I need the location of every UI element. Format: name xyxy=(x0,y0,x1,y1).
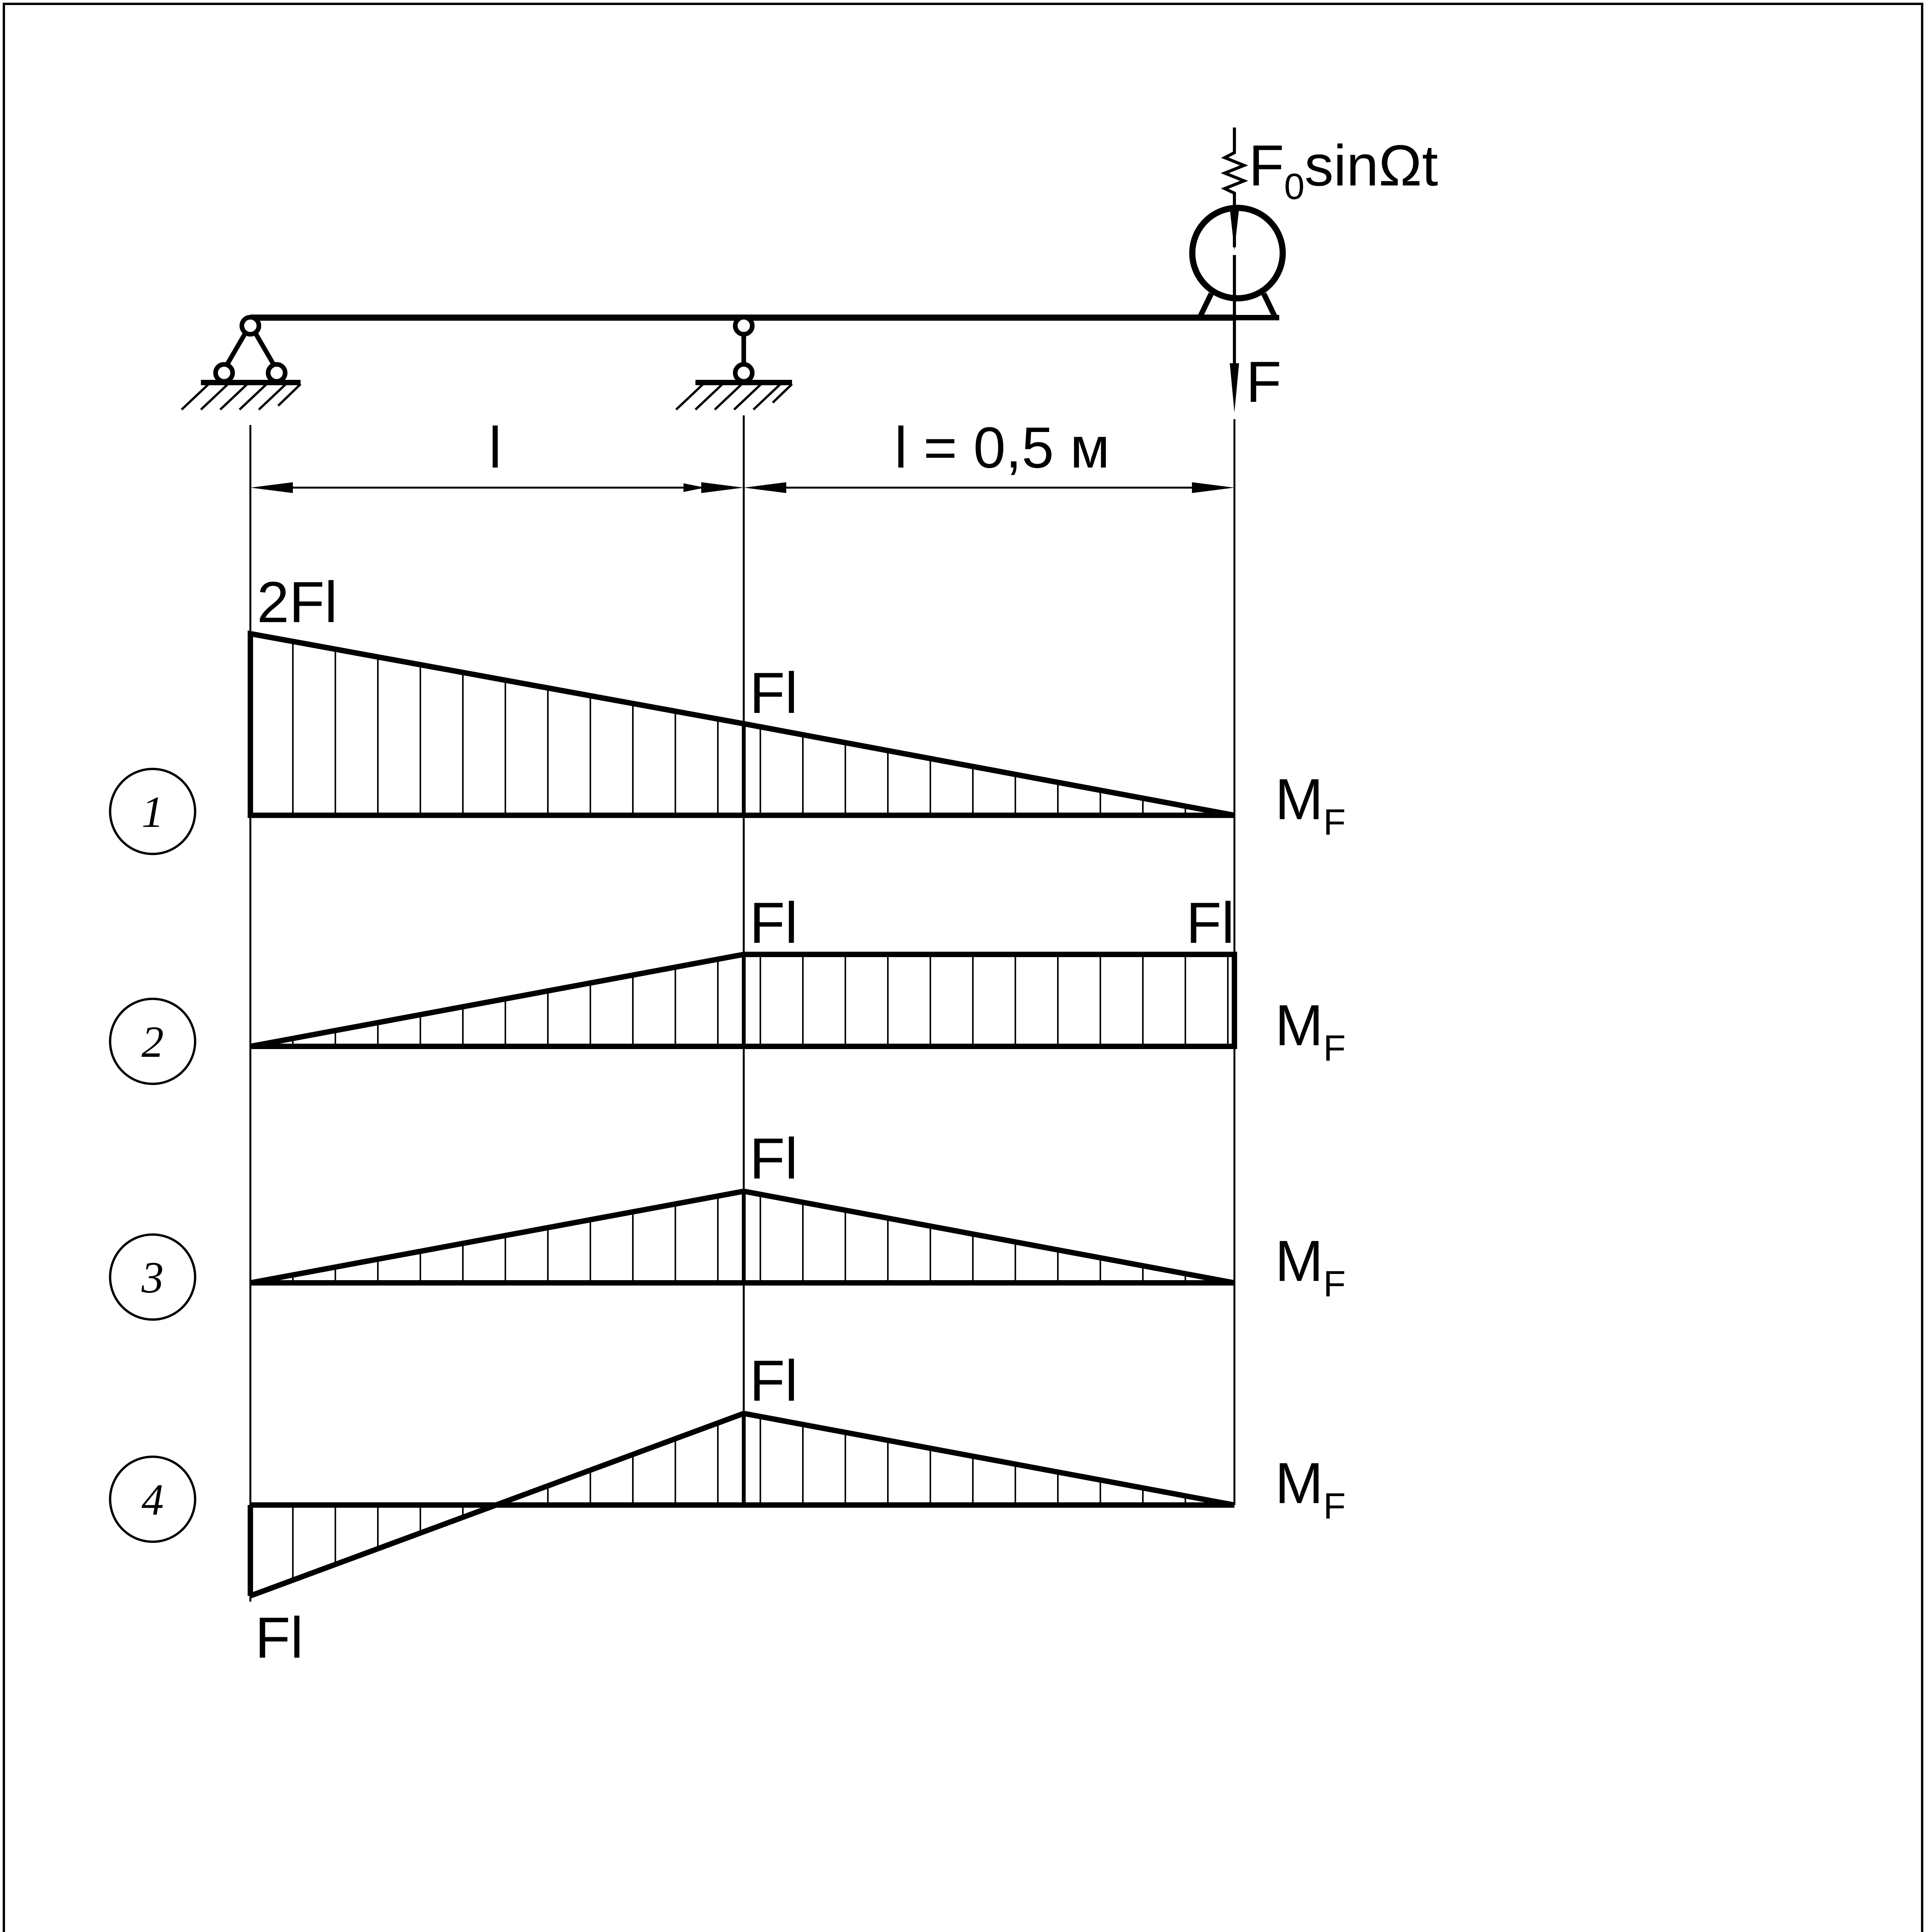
motor-icon xyxy=(1192,208,1283,318)
moment-diagram-3 xyxy=(110,1126,1346,1320)
force-label: F xyxy=(1246,349,1282,414)
roller-support xyxy=(676,317,792,410)
moment-label: $M_F$ xyxy=(1275,767,1346,843)
diagram-number: 1 xyxy=(141,787,164,837)
diagram-value-label: Fl xyxy=(750,890,798,955)
moment-diagram-1 xyxy=(110,570,1346,854)
diagram-number: 4 xyxy=(141,1475,164,1524)
diagram-value-label: Fl xyxy=(750,1348,798,1413)
diagram-value-label: Fl xyxy=(750,1126,798,1191)
dim-right-label: l = 0,5 м xyxy=(894,415,1110,480)
diagram-value-label: Fl xyxy=(750,660,798,725)
diagram-value-label: Fl xyxy=(255,1605,303,1670)
pinned-support xyxy=(182,317,301,410)
harmonic-force-label: $F_0\sin\Omega t$ xyxy=(1249,133,1438,207)
moment-diagram-2 xyxy=(110,890,1346,1084)
moment-label: $M_F$ xyxy=(1275,1228,1346,1304)
beam-scheme xyxy=(182,128,1438,414)
diagram-number: 2 xyxy=(141,1017,164,1066)
moment-label: $M_F$ xyxy=(1275,993,1346,1069)
moment-diagram-4 xyxy=(110,1348,1346,1670)
diagram-value-label: Fl xyxy=(1186,890,1234,955)
dim-left-label: l xyxy=(489,415,502,480)
moment-label: $M_F$ xyxy=(1275,1451,1346,1527)
diagram-number: 3 xyxy=(141,1253,164,1302)
diagram-value-label: 2Fl xyxy=(257,570,338,634)
